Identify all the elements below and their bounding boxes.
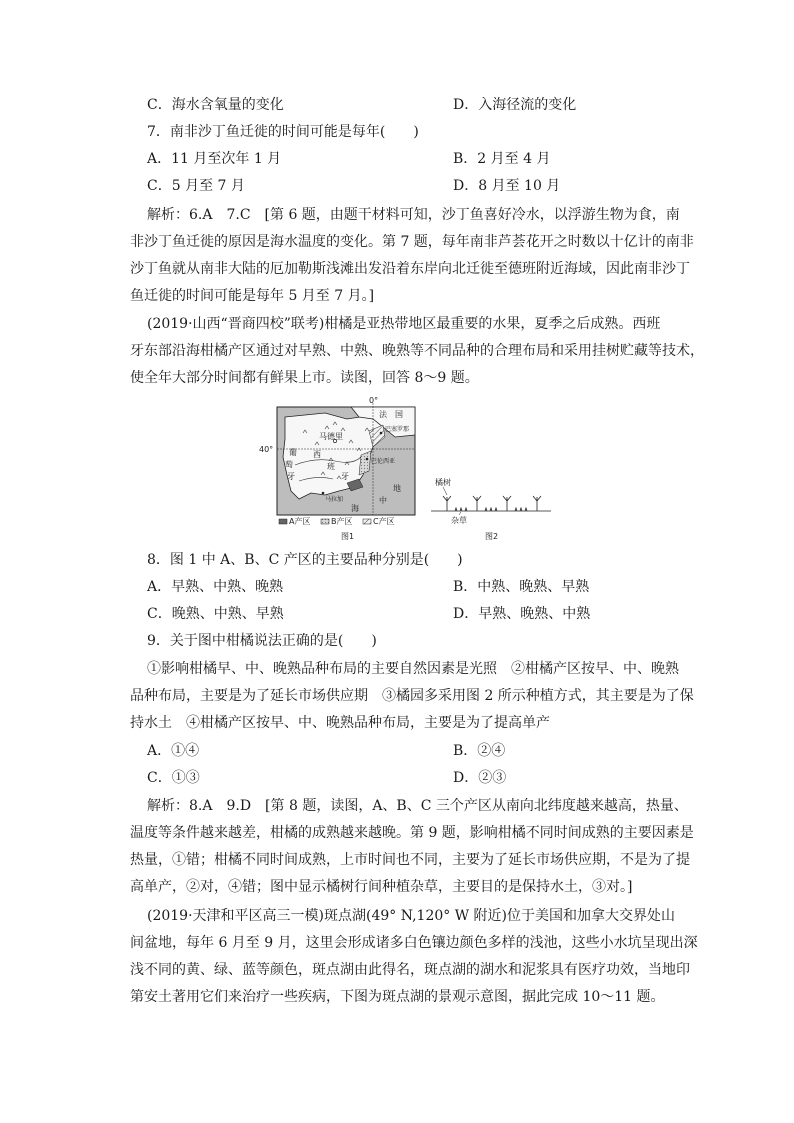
passage-89-line-3: 使全年大部分时间都有鲜果上市。读图，回答 8～9 题。: [130, 370, 479, 386]
q9-body-line-1: ①影响柑橘早、中、晚熟品种布局的主要自然因素是光照 ②柑橘产区按早、中、晚熟: [147, 661, 679, 677]
q9-option-d: D．②③: [453, 770, 507, 786]
map-label-spain-xi: 西: [313, 450, 321, 459]
q7-stem: 7．南非沙丁鱼迁徙的时间可能是每年( ): [147, 124, 419, 140]
q9-option-c: C．①③: [147, 770, 200, 786]
fig2-caption: 图2: [485, 532, 499, 541]
map-label-port-ya: 牙: [287, 472, 295, 481]
map-label-port-pu: 葡: [289, 448, 297, 457]
parallel-label: 40°: [259, 445, 274, 454]
q9-option-a: A．①④: [147, 743, 200, 759]
fig2-diagram: [431, 487, 551, 515]
analysis-67-line-4: 鱼迁徙的时间可能是每年 5 月至 7 月。]: [130, 288, 375, 304]
analysis-89-line-4: 高单产，②对，④错；图中显示橘树行间种植杂草，主要目的是保持水土，③对。]: [130, 879, 633, 895]
analysis-89-line-3: 热量，①错；柑橘不同时间成熟，上市时间也不同，主要为了延长市场供应期，不是为了提: [130, 852, 690, 868]
citrus-figure: [255, 395, 555, 545]
q9-option-b: B．②④: [453, 743, 506, 759]
map-label-spain-ya: 牙: [341, 472, 349, 481]
fig2-tree-label: 橘树: [435, 478, 451, 487]
analysis-89-line-2: 温度等条件越来越差，柑橘的成熟越来越晚。第 9 题，影响柑橘不同时间成熟的主要因素是: [130, 825, 694, 841]
meridian-label: 0°: [369, 396, 379, 405]
q8-option-c: C．晚熟、中熟、早熟: [147, 606, 284, 622]
passage-1011-line-2: 间盆地，每年 6 月至 9 月，这里会形成诸多白色镶边颜色多样的浅池，这些小水坑呈现出深: [130, 935, 698, 951]
q9-stem: 9．关于图中柑橘说法正确的是( ): [147, 633, 377, 649]
q8-option-b: B．中熟、晚熟、早熟: [453, 579, 590, 595]
passage-1011-line-1: (2019·天津和平区高三一模)斑点湖(49° N,120° W 附近)位于美国和加拿大交界处山: [147, 908, 676, 924]
fig2-grass-label: 杂草: [451, 516, 467, 525]
q7-option-d: D．8 月至 10 月: [453, 178, 561, 194]
q7-option-b: B．2 月至 4 月: [453, 151, 551, 167]
map-label-malaga: 马拉加: [325, 496, 344, 503]
map-label-spain-ban: 班: [327, 462, 335, 471]
map-label-barcelona: 巴塞罗那: [385, 426, 410, 433]
map-label-sea: 海: [351, 504, 359, 513]
q8-option-a: A．早熟、中熟、晚熟: [147, 579, 284, 595]
analysis-89-line-1: 解析：8.A 9.D [第 8 题，读图，A、B、C 三个产区从南向北纬度越来越高，热量、: [147, 798, 688, 814]
legend-b: B产区: [331, 517, 353, 526]
map-label-madrid: 马德里: [319, 432, 343, 441]
passage-1011-line-3: 浅不同的黄、绿、蓝等颜色，斑点湖由此得名，斑点湖的湖水和泥浆具有医疗功效，当地印: [130, 962, 690, 978]
map-label-mid: 中: [379, 496, 387, 505]
legend-c: C产区: [373, 517, 395, 526]
map-label-port-tao: 萄: [285, 460, 293, 469]
legend-a: A产区: [289, 517, 311, 526]
q6-option-d: D．入海径流的变化: [453, 97, 577, 113]
passage-1011-line-4: 第安土著用它们来治疗一些疾病，下图为斑点湖的景观示意图，据此完成 10～11 题。: [130, 989, 665, 1005]
passage-89-line-1: (2019·山西“晋商四校”联考)柑橘是亚热带地区最重要的水果，夏季之后成熟。西班: [147, 316, 661, 332]
fig1-caption: 图1: [341, 532, 355, 541]
q7-option-c: C．5 月至 7 月: [147, 178, 245, 194]
map-label-france: 法 国: [379, 410, 403, 419]
analysis-67-line-3: 沙丁鱼就从南非大陆的厄加勒斯浅滩出发沿着东岸向北迁徙至德班附近海域，因此南非沙丁: [130, 261, 690, 277]
analysis-67-line-2: 非沙丁鱼迁徙的原因是海水温度的变化。第 7 题，每年南非芦荟花开之时数以十亿计的南非: [130, 234, 694, 250]
passage-89-line-2: 牙东部沿海柑橘产区通过对早熟、中熟、晚熟等不同品种的合理布局和采用挂树贮藏等技术，: [130, 343, 704, 359]
map-label-valencia: 巴伦西亚: [371, 458, 396, 465]
analysis-67-line-1: 解析：6.A 7.C [第 6 题，由题干材料可知，沙丁鱼喜好冷水，以浮游生物为食，南: [147, 207, 680, 223]
q6-option-c: C．海水含氧量的变化: [147, 97, 284, 113]
map-label-di: 地: [393, 484, 401, 493]
q9-body-line-2: 品种布局，主要是为了延长市场供应期 ③橘园多采用图 2 所示种植方式，其主要是为了保: [130, 688, 694, 704]
q8-option-d: D．早熟、晚熟、中熟: [453, 606, 591, 622]
q8-stem: 8．图 1 中 A、B、C 产区的主要品种分别是( ): [147, 552, 463, 568]
q7-option-a: A．11 月至次年 1 月: [147, 151, 282, 167]
q9-body-line-3: 持水土 ④柑橘产区按早、中、晚熟品种布局，主要是为了提高单产: [130, 715, 550, 731]
